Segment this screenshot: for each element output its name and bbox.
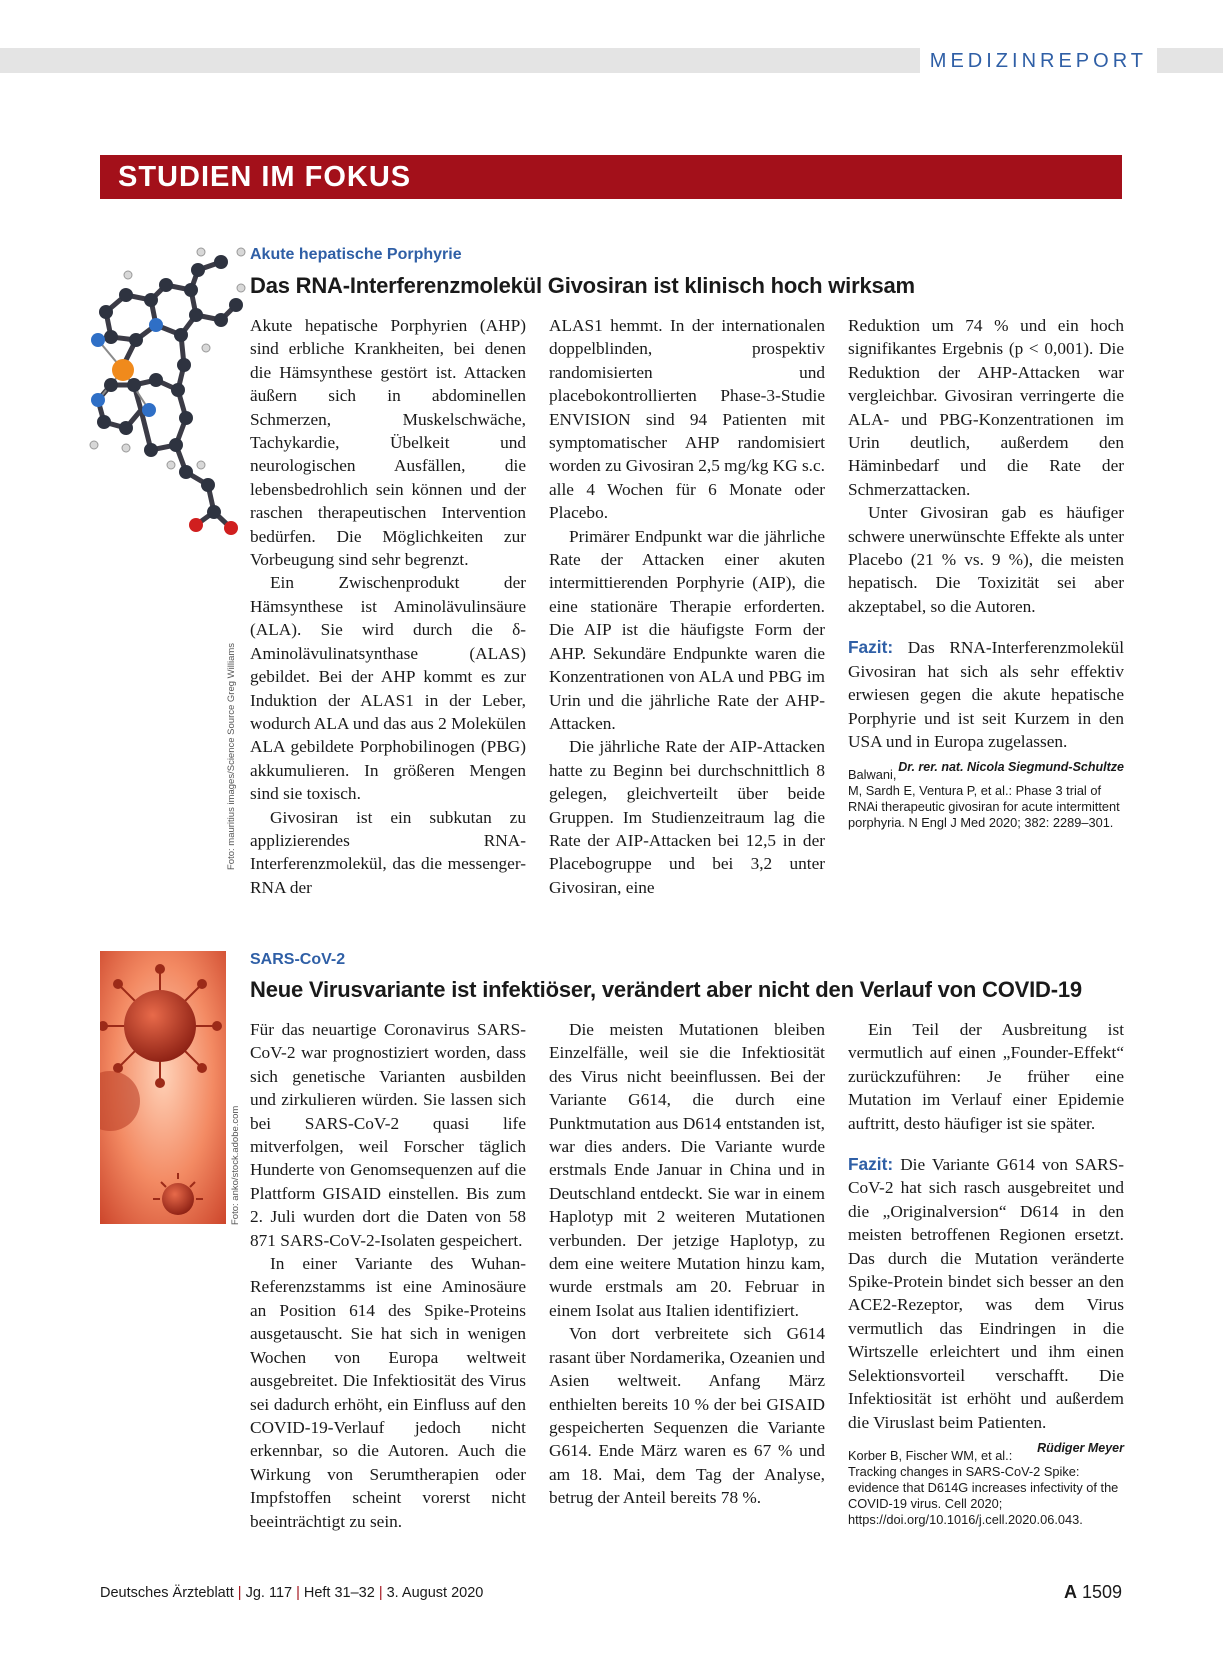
fazit-text: Das RNA-Interferenzmolekül Givosiran hat sich als sehr effektiv erwiesen gegen die akute hepatische Porphyrie und ist seit Kurzem in den USA und in Europa zugelassen. [848,638,1124,751]
photo-credit: Foto: anko/stock.adobe.com [230,1105,241,1225]
footer-separator: | [378,1585,383,1601]
footer-separator: | [296,1585,300,1601]
molecule-illustration [86,240,246,545]
reference: Balwani, M, Sardh E, Ventura P, et al.: Phase 3 trial of RNAi therapeutic givosiran for acute intermittent porphyria. N Engl J Med 2020; 382: 2289–301. [848,767,1120,831]
page-number-value: 1509 [1081,1582,1122,1602]
fazit-label: Fazit: [848,1154,894,1175]
article-headline: Neue Virusvariante ist infektiöser, verändert aber nicht den Verlauf von COVID-19 [250,977,1082,1002]
paragraph: ALAS1 hemmt. In der internationalen doppelblinden, prospektiv randomisierten und placebokontrollierten Phase-3-Studie ENVISION sind 94 Patienten mit symptomatischer AHP randomisiert worden zu Givosiran 2,5 mg/kg KG s.c. alle 4 Wochen für 6 Monate oder Placebo. [549,316,825,523]
text-column-1 [250,1018,526,1533]
author-name: Dr. rer. nat. Nicola Siegmund-Schultze [898,760,1124,775]
text-column-2 [549,314,825,899]
paragraph: Ein Teil der Ausbreitung ist vermutlich auf einen „Founder-Effekt“ zurückzuführen: Je früher eine Mutation im Verlauf einer Epidemie auftritt, desto häufiger ist sie später. [848,1020,1124,1133]
paragraph: Die meisten Mutationen bleiben Einzelfälle, weil sie die Infektiosität des Virus nicht beeinflussen. Bei der Variante G614, die durch eine Punktmutation aus D614 entstanden ist, war dies anders. Die Variante wurde erstmals Ende Januar in China und in Deutschland entdeckt. Sie war in einem Haplotyp mit 2 weiteren Mutationen verbunden. Der jetzige Haplotyp, zu dem eine weitere Mutation hinzu kam, wurde erstmals am 20. Februar in einem Isolat aus Italien identifiziert. [549,1020,825,1320]
fazit-paragraph [848,636,1124,775]
page-footer [100,1582,1122,1607]
paragraph: Für das neuartige Coronavirus SARS-CoV-2 war prognostiziert worden, dass sich genetische Varianten ausbilden und zirkulieren würden. Sie lassen sich bei SARS-CoV-2 quasi life mitverfolgen, weil Forscher täglich Hunderte von Genomsequenzen auf die Plattform GISAID einstellen. Bis zum 2. Juli wurden dort die Daten von 58 871 SARS-CoV-2-Isolaten gespeichert. [250,1020,526,1250]
article-kicker: Akute hepatische Porphyrie [250,246,462,263]
page-number [1064,1582,1122,1603]
text-column-1 [250,314,526,899]
fazit-label: Fazit: [848,637,894,658]
coronavirus-illustration [100,951,226,1224]
text-column-3 [848,314,1124,831]
fazit-paragraph [848,1153,1124,1455]
paragraph: Primärer Endpunkt war die jährliche Rate der Attacken einer akuten intermittierenden Porphyrie (AIP), die eine stationäre Therapie erforderten. Die AIP ist die häufigste Form der AHP. Sekundäre Endpunkte waren die Konzentrationen von ALA und PBG im Urin und die jährliche Rate der AHP-Attacken. [549,526,825,733]
journal-issue: Heft 31–32 [303,1585,375,1601]
paragraph: In einer Variante des Wuhan-Referenzstamms ist eine Aminosäure an Position 614 des Spike-Proteins ausgetauscht. Sie hat sich in wenigen Wochen von Europa weltweit ausgebreitet. Die Infektiosität des Virus sei dadurch erhöht, ein Einfluss auf den COVID-19-Verlauf jedoch nicht erkennbar, so die Autoren. Auch die Wirkung von Serumtherapien oder Impfstoffen scheint vorerst nicht beeinträchtigt zu sein. [250,1254,526,1531]
text-column-2 [549,1018,825,1510]
paragraph: Reduktion um 74 % und ein hoch signifikantes Ergebnis (p < 0,001). Die Reduktion der AHP-Attacken war vergleichbar. Givosiran verringerte die ALA- und PBG-Konzentrationen im Urin deutlich, außerdem den Häminbedarf und die Rate der Schmerzattacken. [848,316,1124,499]
journal-name: Deutsches Ärzteblatt [100,1585,234,1601]
author-name: Rüdiger Meyer [1037,1440,1124,1455]
text-column-3 [848,1018,1124,1528]
paragraph: Die jährliche Rate der AIP-Attacken hatte zu Beginn bei durchschnittlich 8 gelegen, gleichverteilt über beide Gruppen. Im Studienzeitraum lag die Rate der AIP-Attacken bei 12,5 in der Placebogruppe und bei 3,2 unter Givosiran, eine [549,737,825,897]
journal-volume: Jg. 117 [245,1585,293,1601]
article-kicker: SARS-CoV-2 [250,951,346,968]
issue-date: 3. August 2020 [386,1585,484,1601]
paragraph: Givosiran ist ein subkutan zu applizierendes RNA-Interferenzmolekül, das die messenger-RNA der [250,807,526,897]
paragraph: Von dort verbreitete sich G614 rasant über Nordamerika, Ozeanien und Asien weltweit. Anfang März enthielten bereits 10 % der bei GISAID gespeicherten Sequenzen die Variante G614. Ende März waren es 67 % und am 18. Mai, dem Tag der Analyse, betrug der Anteil bereits 78 %. [549,1324,825,1508]
paragraph: Akute hepatische Porphyrien (AHP) sind erbliche Krankheiten, bei denen die Hämsynthese gestört ist. Attacken äußern sich in abdominellen Schmerzen, Muskelschwäche, Tachykardie, Übelkeit und neurologischen Ausfällen, die lebensbedrohlich sein können und der raschen therapeutischen Intervention bedürfen. Die Möglichkeiten zur Vorbeugung sind sehr begrenzt. [250,316,526,570]
article-headline: Das RNA-Interferenzmolekül Givosiran ist klinisch hoch wirksam [250,273,915,298]
reference: Korber B, Fischer WM, et al.: Tracking changes in SARS-CoV-2 Spike: evidence that D614G increases infectivity of the COVID-19 virus. Cell 2020; https://doi.org/10.1016/j.cell.2020.06.043. [848,1447,1119,1527]
page-prefix: A [1063,1582,1077,1602]
photo-credit: Foto: mauritius images/Science Source Greg Williams [226,642,237,870]
section-label: MEDIZINREPORT [920,47,1157,75]
footer-separator: | [237,1585,242,1601]
fazit-text: Die Variante G614 von SARS-CoV-2 hat sich rasch ausgebreitet und die „Originalversion“ D614 in den meisten betroffenen Regionen ersetzt. Das durch die Mutation veränderte Spike-Protein bindet sich besser an den ACE2-Rezeptor, was dem Virus vermutlich das Eindringen in die Wirtszelle erleichtert und ihm einen Selektionsvorteil verschafft. Die Infektiosität ist erhöht und außerdem die Viruslast beim Patienten. [848,1155,1124,1432]
section-banner: STUDIEN IM FOKUS [100,155,1122,199]
paragraph: Ein Zwischenprodukt der Hämsynthese ist Aminolävulinsäure (ALA). Sie wird durch die δ-Aminolävulinatsynthase (ALAS) gebildet. Bei der AHP kommt es zur Induktion der ALAS1 in der Leber, wodurch ALA und das aus 2 Molekülen ALA gebildete Porphobilinogen (PBG) akkumulieren. In größeren Mengen sind sie toxisch. [250,573,526,804]
paragraph: Unter Givosiran gab es häufiger schwere unerwünschte Effekte als unter Placebo (21 % vs. 9 %), die meisten hepatisch. Die Toxizität sei aber akzeptabel, so die Autoren. [848,503,1124,616]
